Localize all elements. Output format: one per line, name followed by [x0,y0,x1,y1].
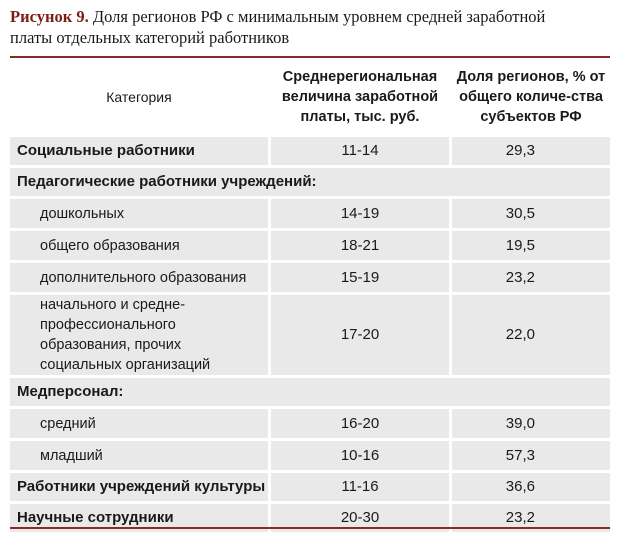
row-label: средний [10,406,268,438]
row-wage: 16-20 [268,406,449,438]
row-label: Работники учреждений культуры [10,470,268,501]
row-wage: 11-16 [268,470,449,501]
figure-title-text: Доля регионов РФ с минимальным уровнем средней заработной платы отдельных категорий работников [10,7,546,47]
table-row [10,228,610,260]
row-label: Социальные работники [10,134,268,165]
table-row [10,470,610,501]
row-group-label: Педагогические работники учреждений: [10,165,610,196]
row-wage: 20-30 [268,501,449,532]
table-row [10,260,610,292]
data-table [10,60,610,532]
header-row [10,60,610,134]
table-row [10,134,610,165]
row-label: дополнительного образования [10,260,268,292]
row-share: 29,3 [449,134,610,165]
row-label: общего образования [10,228,268,260]
row-group-label: Медперсонал: [10,375,610,406]
table-row [10,165,610,196]
row-wage: 18-21 [268,228,449,260]
table-row [10,438,610,470]
row-share: 19,5 [449,228,610,260]
row-share: 39,0 [449,406,610,438]
row-wage: 10-16 [268,438,449,470]
table-row [10,292,610,375]
table-row [10,375,610,406]
top-rule [10,56,610,58]
row-wage: 11-14 [268,134,449,165]
row-share: 30,5 [449,196,610,228]
table-row [10,406,610,438]
header-share: Доля регионов, % от общего количе-ства субъектов РФ [449,60,610,134]
figure-title [10,6,570,48]
row-share: 23,2 [449,501,610,532]
header-wage: Среднерегиональная величина заработной платы, тыс. руб. [268,60,449,134]
row-share: 23,2 [449,260,610,292]
row-wage: 14-19 [268,196,449,228]
row-wage: 17-20 [268,292,449,375]
row-label: младший [10,438,268,470]
row-wage: 15-19 [268,260,449,292]
table-row [10,196,610,228]
row-share: 36,6 [449,470,610,501]
row-share: 22,0 [449,292,610,375]
figure-label: Рисунок 9. [10,7,89,26]
row-share: 57,3 [449,438,610,470]
bottom-rule [10,527,610,529]
header-category: Категория [106,89,172,105]
row-label: Научные сотрудники [10,501,268,532]
row-label: дошкольных [10,196,268,228]
row-label: начального и средне-профессионального образования, прочих социальных организаций [10,292,268,375]
